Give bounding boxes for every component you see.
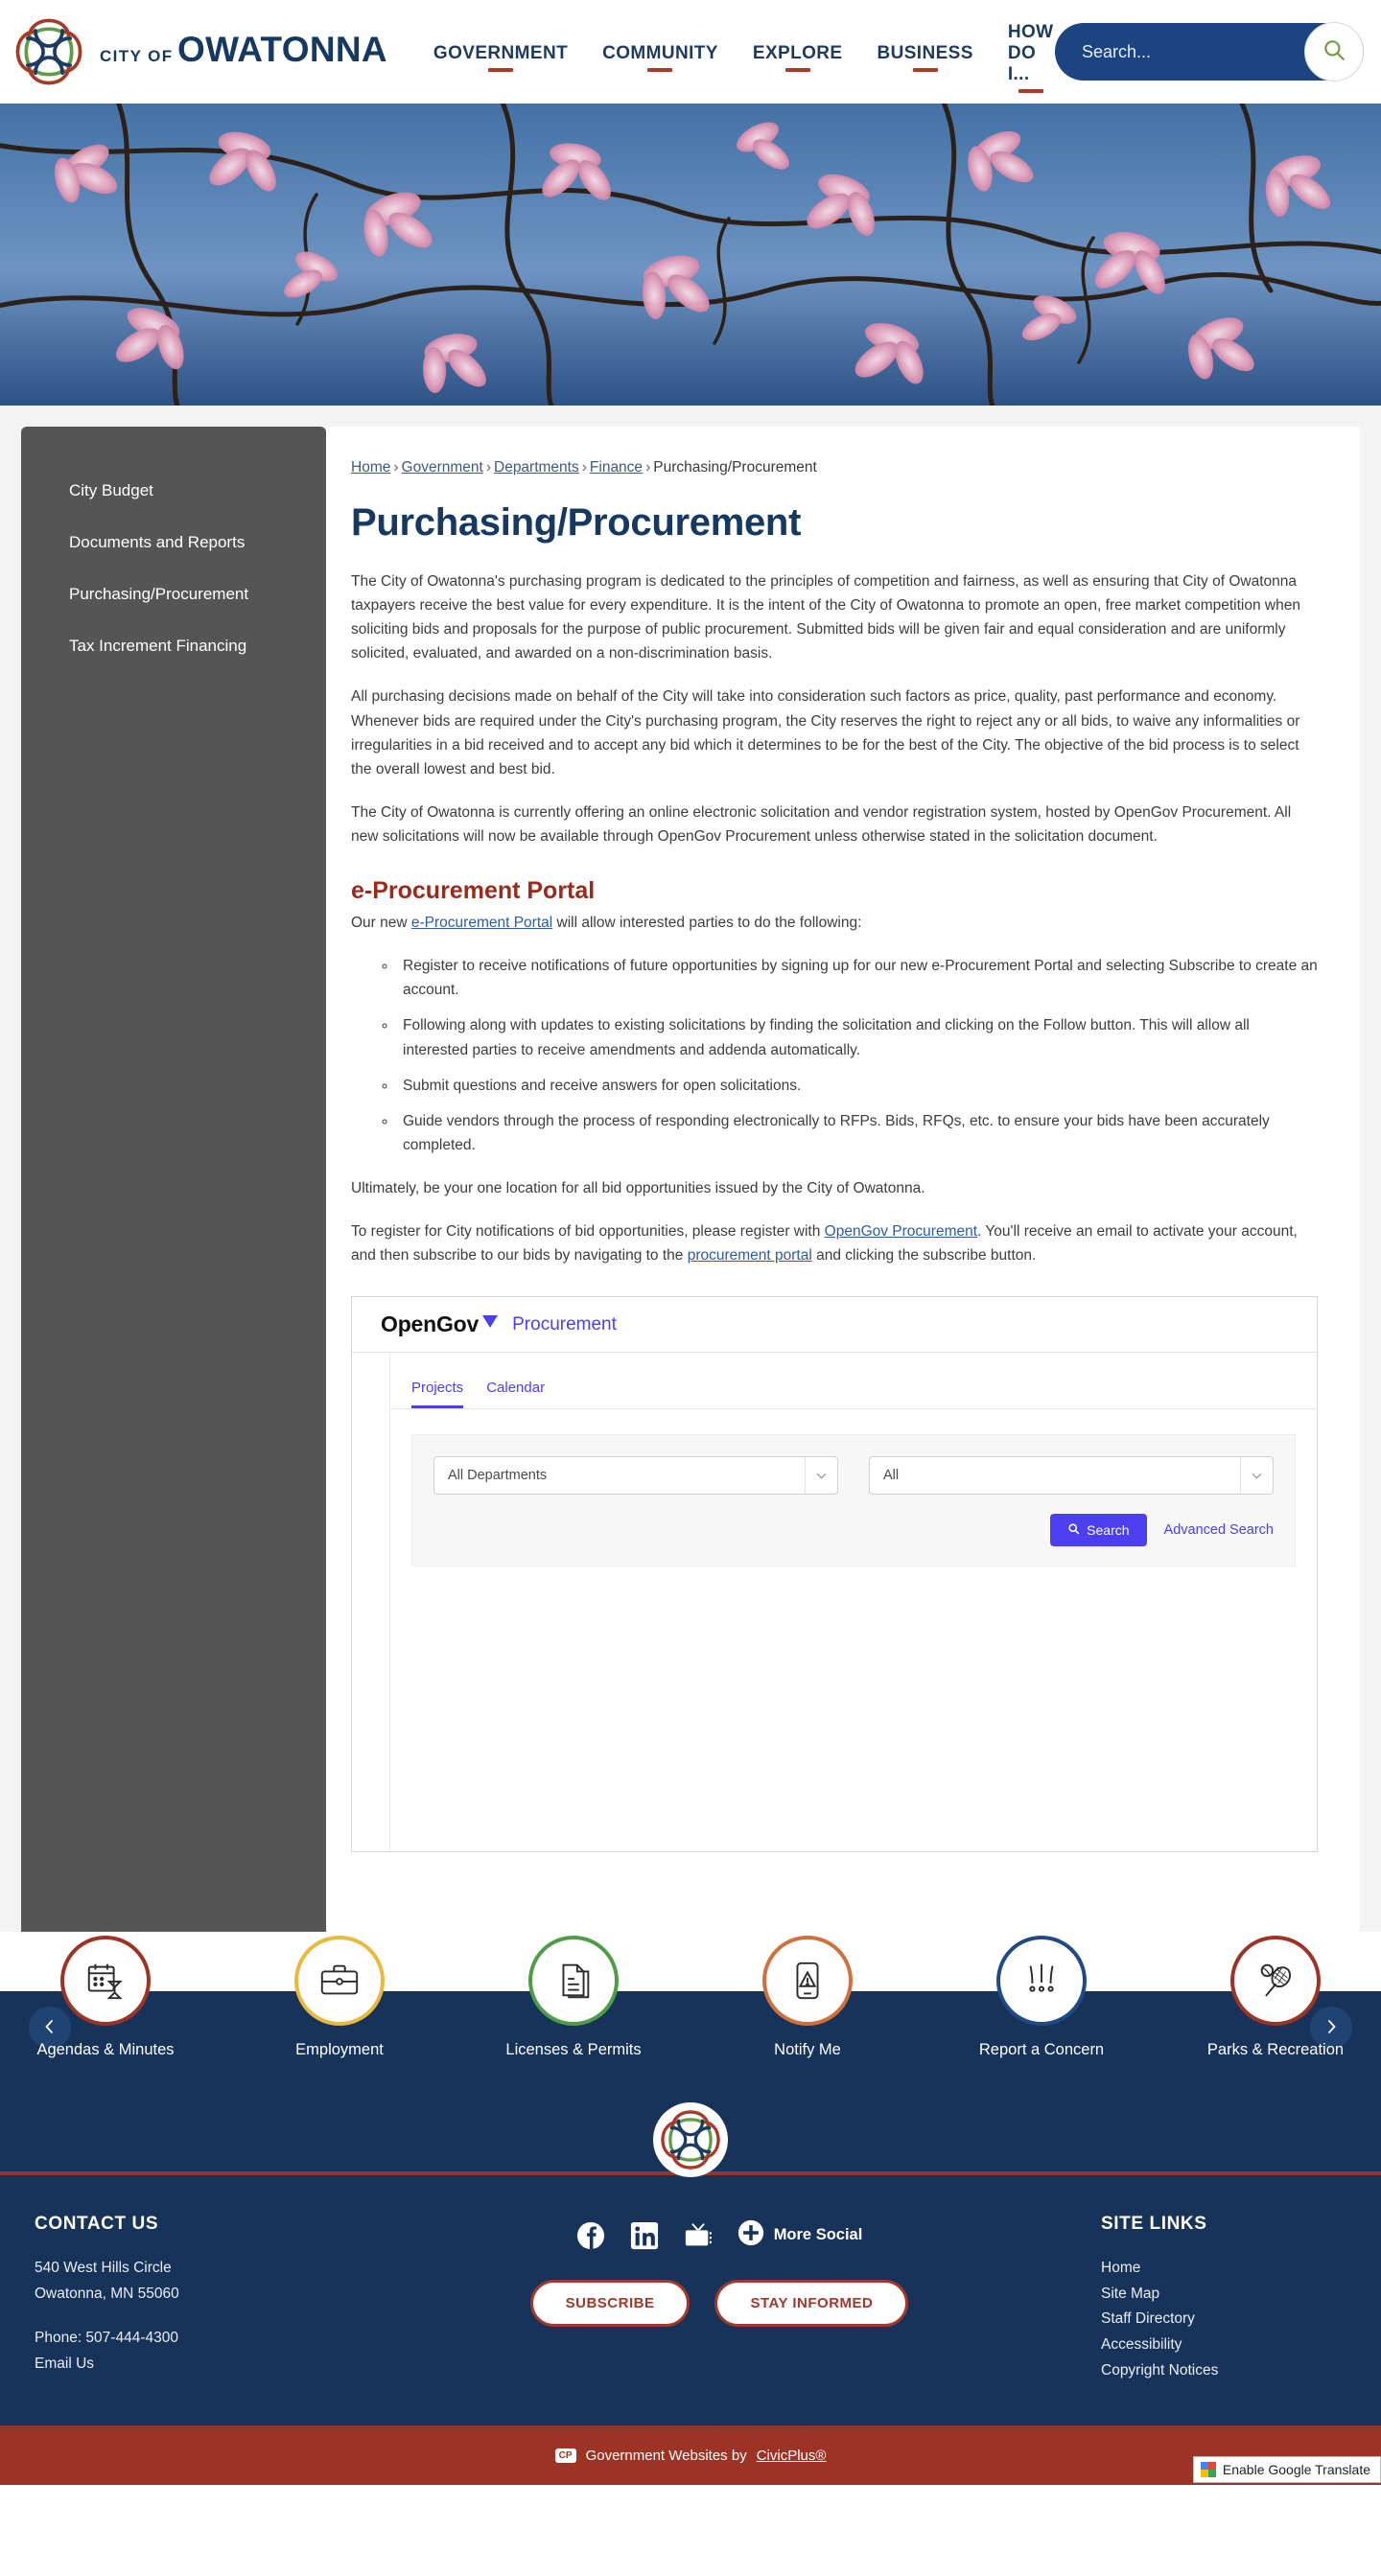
quicklink-report-a-concern[interactable] [950, 1936, 1133, 2059]
briefcase-icon [294, 1936, 385, 2026]
registration-suffix: and clicking the subscribe button. [811, 1247, 1037, 1265]
brand-name: OWATONNA [177, 30, 387, 70]
footer-link-copyright-notices[interactable]: Copyright Notices [1101, 2361, 1219, 2379]
eprocurement-portal-link[interactable]: e-Procurement Portal [410, 915, 553, 932]
quicklink-employment[interactable] [248, 1936, 431, 2059]
opengov-product-name: Procurement [512, 1313, 617, 1334]
intro-paragraph-1: The City of Owatonna's purchasing program is dedicated to the principles of competition and fairness, as well as ensuring that City of Owatonna taxpayers receive the best value for every expenditure. It is the intent of the City of Owatonna to promote an open, free market competition when soliciting bids and proposals for the purpose of public procurement. Submitted bids will be given fair and equal consideration and are uniformly solicited, evaluated, and awarded on a non-discrimination basis. [351, 573, 1300, 662]
page-body [0, 406, 1381, 1932]
page-title: Purchasing/Procurement [351, 501, 802, 544]
opengov-filter-actions [433, 1514, 1274, 1546]
plus-circle-icon [737, 2219, 764, 2251]
opengov-wordmark: OpenGov [381, 1311, 480, 1337]
status-select-value: All [883, 1468, 900, 1484]
nav-item-government[interactable]: GOVERNMENT [433, 11, 568, 93]
footer-phone: Phone: 507-444-4300 [35, 2330, 178, 2347]
footer-address-line-2: Owatonna, MN 55060 [35, 2285, 179, 2302]
nav-item-how-do-i[interactable]: HOW DO I... [1008, 0, 1055, 114]
footer-sitelinks-heading: SITE LINKS [1101, 2214, 1207, 2234]
quicklink-notify-me[interactable] [716, 1936, 899, 2059]
breadcrumb-link-finance[interactable]: Finance [589, 459, 644, 476]
site-header [0, 0, 1381, 104]
quicklink-agendas-minutes[interactable] [14, 1936, 197, 2059]
quicklink-label: Employment [295, 2041, 384, 2058]
opengov-procurement-embed [351, 1296, 1318, 1852]
registration-paragraph [351, 1219, 1318, 1267]
site-footer [0, 2175, 1381, 2425]
procurement-portal-link[interactable]: procurement portal [687, 1247, 812, 1265]
google-translate-icon [1201, 2462, 1216, 2477]
intro-paragraph-3: The City of Owatonna is currently offering an online electronic solicitation and vendor registration system, hosted by OpenGov Procurement. All new solicitations will now be available through OpenGov Procurement unless otherwise stated in the solicitation document. [351, 803, 1292, 845]
brand-city-line: CITY OF [100, 47, 174, 66]
civicplus-logo-icon: CP [555, 2448, 576, 2463]
opengov-search-button-label: Search [1087, 1522, 1130, 1539]
footer-email-us-link[interactable]: Email Us [35, 2355, 95, 2372]
footer-seal-band [0, 2085, 1381, 2175]
chevron-down-icon [805, 1457, 837, 1494]
racquet-ball-icon [1230, 1936, 1321, 2026]
footer-sitelinks-column [1088, 2214, 1346, 2383]
main-content [326, 427, 1360, 1932]
google-translate-label: Enable Google Translate [1222, 2462, 1370, 2478]
site-search [1055, 23, 1364, 81]
opengov-left-rail [352, 1353, 390, 1851]
footer-social-column [351, 2214, 1088, 2327]
breadcrumb-current: Purchasing/Procurement [653, 459, 817, 476]
quicklink-parks-recreation[interactable] [1184, 1936, 1367, 2059]
nav-item-community[interactable]: COMMUNITY [602, 11, 718, 93]
breadcrumb-separator: › [485, 459, 491, 476]
exclamation-marks-icon [996, 1936, 1087, 2026]
sidebar-item-tax-increment-financing[interactable]: Tax Increment Financing [69, 637, 247, 656]
eprocurement-benefits-list [397, 954, 1318, 1157]
phone-alert-icon [762, 1936, 853, 2026]
civicplus-credit-text: Government Websites by [585, 2447, 747, 2464]
footer-link-site-map[interactable]: Site Map [1101, 2285, 1160, 2302]
intro-paragraph-2: All purchasing decisions made on behalf of the City will take into consideration such factors as price, quality, past performance and economy. Whenever bids are required under the City's purchasing program, the City reserves the right to reject any or all bids, to waive any informalities or irregularities in a bid received and to accept any bid which it determines to be for the best of the City. The objective of the bid process is to select the overall lowest and best bid. [351, 688, 1300, 777]
opengov-search-button[interactable] [1050, 1514, 1146, 1546]
breadcrumb-separator: › [393, 459, 399, 476]
footer-action-buttons [530, 2280, 909, 2327]
department-select-value: All Departments [448, 1468, 548, 1484]
breadcrumb-separator: › [581, 459, 587, 476]
opengov-filter-panel [411, 1434, 1296, 1566]
opengov-tabs [390, 1353, 1317, 1409]
hero-banner-image [0, 104, 1381, 406]
status-select[interactable] [869, 1456, 1274, 1495]
owatonna-seal-icon [13, 16, 84, 87]
footer-contact-column [35, 2214, 351, 2378]
stay-informed-button[interactable]: STAY INFORMED [714, 2280, 908, 2327]
tab-projects[interactable]: Projects [411, 1380, 463, 1408]
registration-middle: . You'll receive an email to activate your account, and then subscribe to our bids by navigating to the [351, 1223, 1298, 1265]
breadcrumb-separator: › [645, 459, 651, 476]
calendar-hourglass-icon [60, 1936, 151, 2026]
registration-prefix: To register for City notifications of bid opportunities, please register with [351, 1223, 825, 1241]
list-item: ◦ Submit questions and receive answers for open solicitations. [397, 1074, 1318, 1098]
department-select[interactable] [433, 1456, 838, 1495]
media-tv-icon[interactable] [684, 2221, 713, 2250]
civicplus-credit [555, 2448, 827, 2464]
breadcrumb-link-departments[interactable]: Departments [494, 459, 579, 476]
tab-calendar[interactable]: Calendar [486, 1380, 546, 1397]
civicplus-link[interactable]: CivicPlus® [756, 2447, 827, 2464]
search-input[interactable] [1082, 42, 1298, 62]
quicklinks-items [0, 1932, 1381, 2059]
eprocurement-intro [351, 911, 1318, 935]
opengov-procurement-link[interactable]: OpenGov Procurement [824, 1223, 978, 1241]
quicklink-label: Licenses & Permits [505, 2041, 642, 2058]
section-heading-eprocurement: e-Procurement Portal [351, 877, 596, 905]
search-icon [1067, 1522, 1080, 1538]
footer-address-line-1: 540 West Hills Circle [35, 2260, 172, 2276]
more-social-label: More Social [773, 2226, 863, 2243]
linkedin-icon[interactable] [630, 2221, 659, 2250]
quicklink-label: Parks & Recreation [1206, 2041, 1345, 2058]
quicklink-licenses-permits[interactable] [482, 1936, 665, 2059]
eprocurement-intro-suffix: will allow interested parties to do the following: [552, 915, 862, 932]
advanced-search-link[interactable]: Advanced Search [1163, 1522, 1274, 1539]
quicklink-label: Agendas & Minutes [36, 2041, 175, 2058]
closing-paragraph: Ultimately, be your one location for all bid opportunities issued by the City of Owatonna. [351, 1179, 925, 1196]
owatonna-seal-icon [653, 2102, 728, 2177]
eprocurement-intro-prefix: Our new [351, 915, 411, 932]
footer-contact-heading: CONTACT US [35, 2214, 159, 2234]
footer-spacer [35, 2307, 351, 2326]
chevron-down-icon [1240, 1457, 1273, 1494]
footer-link-home[interactable]: Home [1101, 2260, 1141, 2276]
section-sidebar [21, 427, 326, 1932]
breadcrumb [351, 459, 1318, 476]
opengov-filter-row [433, 1456, 1274, 1495]
main-navigation [433, 0, 1055, 104]
list-item: ◦ Guide vendors through the process of responding electronically to RFPs. Bids, RFQs, etc. to ensure your bids have been accurately completed. [397, 1109, 1318, 1157]
list-item: ◦ Following along with updates to existing solicitations by finding the solicitation and clicking on the Follow button. This will allow all interested parties to receive amendments and addenda automatically. [397, 1013, 1318, 1061]
sidebar-item-purchasing-procurement[interactable]: Purchasing/Procurement [69, 585, 249, 604]
opengov-main-panel [390, 1353, 1317, 1851]
breadcrumb-link-government[interactable]: Government [401, 459, 483, 476]
opengov-body [352, 1353, 1317, 1851]
footer-link-staff-directory[interactable]: Staff Directory [1101, 2310, 1195, 2328]
quicklink-label: Report a Concern [978, 2041, 1105, 2058]
site-logo-link[interactable] [13, 16, 387, 87]
nav-item-business[interactable]: BUSINESS [877, 11, 972, 93]
documents-icon [528, 1936, 619, 2026]
opengov-triangle-icon [480, 1312, 500, 1336]
list-item: ◦ Register to receive notifications of future opportunities by signing up for our new e-Procurement Portal and selecting Subscribe to create an account. [397, 954, 1318, 1002]
search-icon [1322, 37, 1346, 67]
bottom-bar [0, 2425, 1381, 2485]
quicklink-label: Notify Me [774, 2041, 841, 2058]
sidebar-item-city-budget[interactable]: City Budget [69, 481, 153, 499]
facebook-icon[interactable] [576, 2221, 605, 2250]
opengov-header [352, 1297, 1317, 1353]
subscribe-button[interactable]: SUBSCRIBE [530, 2280, 690, 2327]
sidebar-item-documents-and-reports[interactable]: Documents and Reports [69, 533, 246, 552]
opengov-logo [381, 1311, 500, 1337]
footer-link-accessibility[interactable]: Accessibility [1101, 2335, 1182, 2353]
search-submit-button[interactable] [1304, 22, 1364, 81]
more-social-link[interactable] [737, 2219, 863, 2251]
nav-item-explore[interactable]: EXPLORE [753, 11, 843, 93]
social-icons-row [576, 2219, 863, 2251]
google-translate-button[interactable] [1193, 2456, 1381, 2483]
breadcrumb-link-home[interactable]: Home [351, 459, 391, 476]
quicklinks-carousel [0, 1932, 1381, 2085]
